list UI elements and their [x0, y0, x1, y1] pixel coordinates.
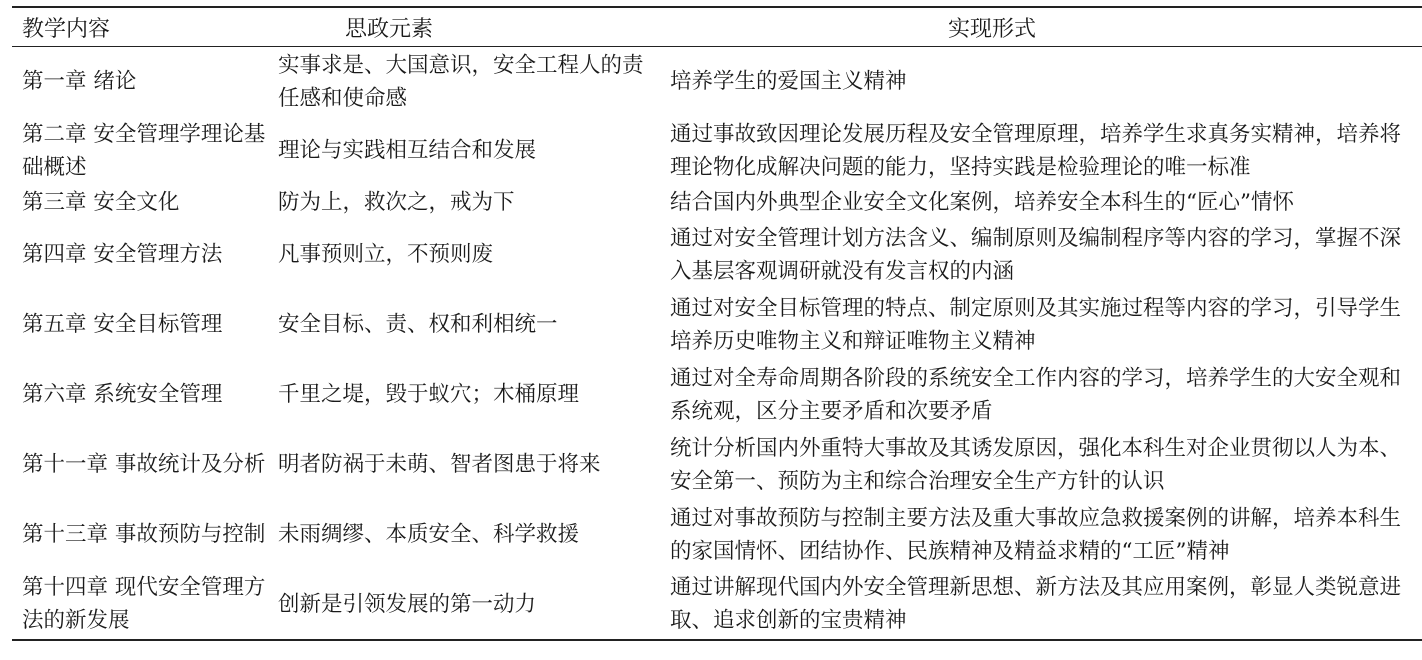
header-row — [12, 7, 1422, 47]
header-ideological-element: 思政元素 — [266, 7, 652, 47]
cell-ideological-element: 理论与实践相互结合和发展 — [278, 138, 537, 163]
table-row — [12, 570, 1422, 640]
cell-teaching-content: 第四章 安全管理方法 — [22, 242, 223, 267]
cell-ideological-element: 创新是引领发展的第一动力 — [266, 570, 652, 640]
cell-teaching-content: 第五章 安全目标管理 — [22, 312, 223, 337]
cell-implementation-form: 通过对全寿命周期各阶段的系统安全工作内容的学习，培养学生的大安全观和系统观，区分主要矛盾和次要矛盾 — [670, 365, 1402, 424]
cell-implementation-form: 通过对安全目标管理的特点、制定原则及其实施过程等内容的学习，引导学生培养历史唯物主义和辩证唯物主义精神 — [670, 295, 1402, 354]
cell-ideological-element: 凡事预则立，不预则废 — [278, 242, 494, 267]
cell-ideological-element: 实事求是、大国意识，安全工程人的责任感和使命感 — [278, 52, 644, 111]
table-row — [12, 117, 1422, 185]
table-row — [12, 430, 1422, 500]
cell-ideological-element: 未雨绸缪、本质安全、科学救援 — [278, 522, 580, 547]
ideological-table-container — [12, 6, 1422, 641]
cell-implementation-form: 通过事故致因理论发展历程及安全管理原理，培养学生求真务实精神，培养将理论物化成解决问题的能力，坚持实践是检验理论的唯一标准 — [670, 121, 1402, 180]
ideological-education-table — [12, 6, 1422, 641]
cell-teaching-content: 第一章 绪论 — [22, 69, 137, 95]
cell-implementation-form: 通过对安全管理计划方法含义、编制原则及编制程序等内容的学习，掌握不深入基层客观调研就没有发言权的内涵 — [670, 225, 1402, 284]
table-row — [12, 360, 1422, 430]
cell-implementation-form: 通过讲解现代国内外安全管理新思想、新方法及其应用案例，彰显人类锐意进取、追求创新的宝贵精神 — [652, 570, 1422, 640]
cell-teaching-content: 第十四章 现代安全管理方法的新发展 — [12, 570, 266, 640]
header-implementation-form: 实现形式 — [652, 7, 1422, 47]
cell-ideological-element: 明者防祸于未萌、智者图患于将来 — [278, 452, 601, 477]
cell-teaching-content: 第三章 安全文化 — [22, 189, 180, 215]
cell-ideological-element: 安全目标、责、权和利相统一 — [278, 312, 558, 337]
table-row — [12, 500, 1422, 570]
cell-implementation-form: 通过对事故预防与控制主要方法及重大事故应急救援案例的讲解，培养本科生的家国情怀、团结协作、民族精神及精益求精的“工匠”精神 — [670, 505, 1402, 564]
table-row — [12, 290, 1422, 360]
cell-teaching-content: 第六章 系统安全管理 — [22, 382, 223, 407]
cell-implementation-form: 结合国内外典型企业安全文化案例，培养安全本科生的“匠心”情怀 — [670, 189, 1294, 215]
cell-ideological-element: 千里之堤，毁于蚁穴；木桶原理 — [278, 382, 580, 407]
header-teaching-content: 教学内容 — [12, 7, 266, 47]
table-header — [12, 7, 1422, 47]
cell-teaching-content: 第十三章 事故预防与控制 — [22, 522, 266, 547]
table-body — [12, 47, 1422, 640]
cell-teaching-content: 第十一章 事故统计及分析 — [22, 452, 266, 477]
cell-ideological-element: 防为上，救次之，戒为下 — [278, 189, 515, 215]
cell-implementation-form: 统计分析国内外重特大事故及其诱发原因，强化本科生对企业贯彻以人为本、安全第一、预防为主和综合治理安全生产方针的认识 — [670, 435, 1402, 494]
table-row — [12, 47, 1422, 117]
cell-implementation-form: 培养学生的爱国主义精神 — [670, 69, 907, 95]
table-row — [12, 220, 1422, 290]
table-row — [12, 185, 1422, 220]
cell-teaching-content: 第二章 安全管理学理论基础概述 — [22, 121, 266, 180]
